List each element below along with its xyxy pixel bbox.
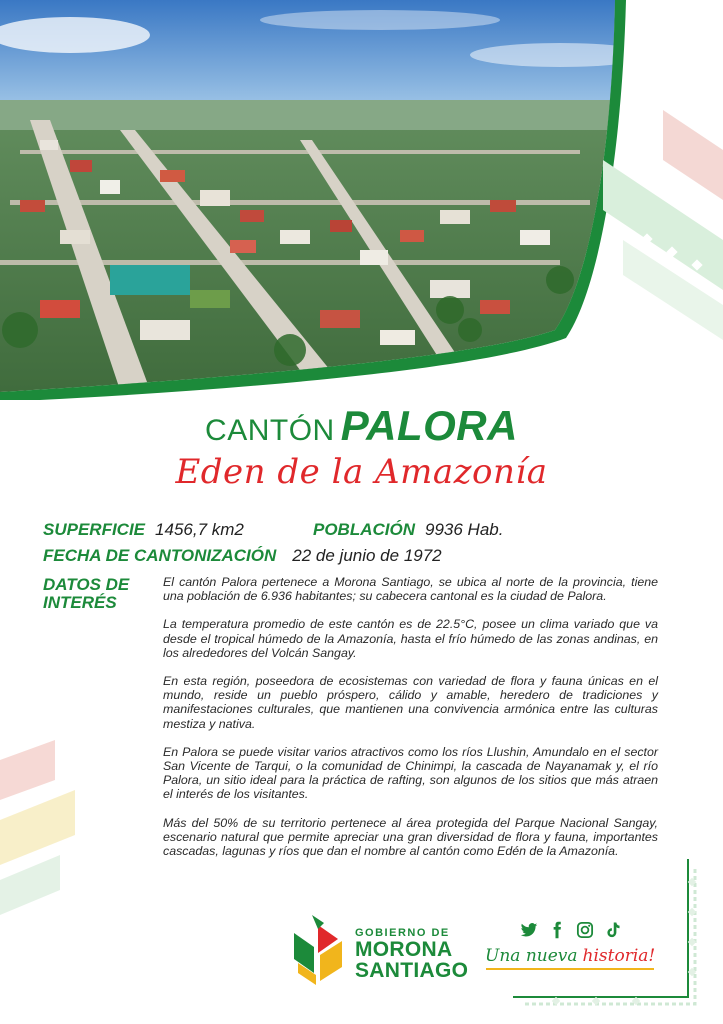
slogan-underline: [486, 968, 654, 970]
fecha-label: FECHA DE CANTONIZACIÓN: [43, 546, 277, 565]
paragraph-1: El cantón Palora pertenece a Morona Santiago, se ubica al norte de la provincia, tiene una población de 6.936 habitantes; su cabecera cantonal es la ciudad de Palora.: [163, 575, 658, 604]
page-title: [0, 402, 723, 450]
logo-line1: GOBIERNO DE: [355, 927, 450, 939]
poblacion-value: 9936 Hab.: [425, 520, 504, 539]
paragraph-5: Más del 50% de su territorio pertenece al área protegida del Parque Nacional Sangay, escenario natural que permite apreciar una gran diversidad de flora y fauna, importantes cascadas, lagunas y ríos que dan el nombre al cantón como Edén de la Amazonía.: [163, 815, 658, 859]
slogan: [485, 946, 655, 966]
paragraph-4: En Palora se puede visitar varios atractivos como los ríos Llushin, Amundalo en el sector San Vicente de Tarqui, o la comunidad de Chinimpi, la cascada de Nayanamak y, el río Palora, un sitio ideal para la práctica de rafting, son algunos de los sitios que más atraen el interés de los visitantes.: [163, 744, 658, 802]
paragraph-3: En esta región, poseedora de ecosistemas con variedad de flora y fauna únicas en el mundo, reside un pueblo próspero, cálido y amable, heredero de tradiciones y manifestaciones culturales, que mantienen una convivencia armónica entre las culturas mestiza y nativa.: [163, 674, 658, 731]
logo-line3: SANTIAGO: [355, 959, 469, 982]
superficie-value: 1456,7 km2: [155, 520, 244, 539]
facebook-icon[interactable]: [548, 921, 566, 939]
slogan-part2: historia!: [582, 946, 656, 966]
paragraph-2: La temperatura promedio de este cantón es de 22.5°C, posee un clima variado que va desde el tropical húmedo de la Amazonía, hasta el frío húmedo de las zonas andinas, en los alrededores del Volcán Sangay.: [163, 617, 658, 660]
superficie-label: SUPERFICIE: [43, 520, 146, 539]
tiktok-icon[interactable]: [604, 921, 622, 939]
poblacion-row: [313, 520, 503, 540]
decorative-pattern-left: [0, 740, 80, 940]
logo-line2: MORONA: [355, 938, 453, 961]
social-icons: [520, 921, 622, 939]
logo-text: [355, 928, 468, 981]
title-main: PALORA: [340, 402, 518, 449]
decorative-pattern-right: [603, 90, 723, 340]
title-prefix: CANTÓN: [205, 414, 335, 447]
fecha-row: [43, 546, 442, 566]
poblacion-label: POBLACIÓN: [313, 520, 415, 539]
morona-santiago-logo-icon: [290, 915, 346, 985]
twitter-icon[interactable]: [520, 921, 538, 939]
interest-paragraphs: [163, 575, 658, 872]
instagram-icon[interactable]: [576, 921, 594, 939]
page-subtitle: Eden de la Amazonía: [175, 452, 548, 492]
slogan-part1: Una nueva: [485, 946, 578, 966]
interes-label: DATOS DE INTERÉS: [43, 575, 130, 612]
fecha-value: 22 de junio de 1972: [292, 546, 442, 565]
superficie-row: [43, 520, 244, 540]
